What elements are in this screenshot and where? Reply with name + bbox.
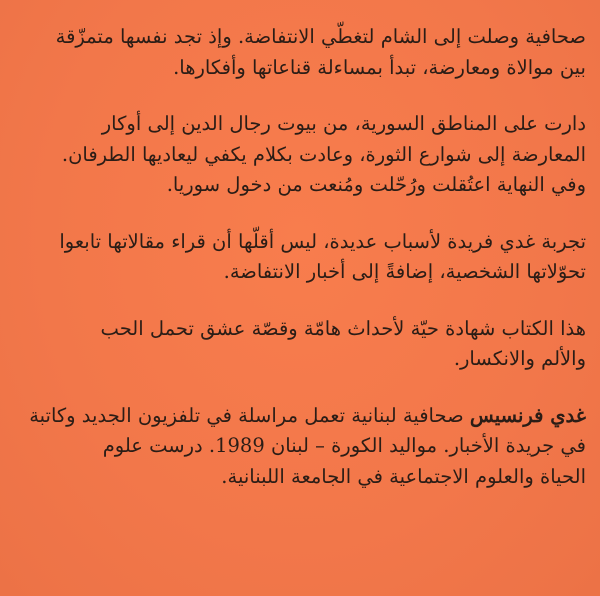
synopsis-paragraph (20, 109, 586, 201)
synopsis-paragraph (20, 314, 586, 375)
author-bio-text: صحافية لبنانية تعمل مراسلة في تلفزيون الجديد وكاتبة (29, 403, 464, 427)
author-name: غدي فرنسيس (469, 403, 586, 427)
text-line: في جريدة الأخبار. مواليد الكورة – لبنان 1989. درست علوم (102, 434, 586, 457)
text-line: والألم والانكسار. (453, 347, 586, 370)
text-line: بين موالاة ومعارضة، تبدأ بمساءلة قناعاتها وأفكارها. (173, 55, 586, 79)
text-line: هذا الكتاب شهادة حيّة لأحداث هامّة وقصّة عشق تحمل الحب (100, 316, 586, 340)
text-line: صحافية وصلت إلى الشام لتغطّي الانتفاضة. وإذ تجد نفسها متمزّقة (55, 25, 586, 48)
text-line (20, 401, 586, 432)
author-bio-paragraph (20, 401, 586, 493)
text-line: المعارضة إلى شوارع الثورة، وعادت بكلام يكفي ليعاديها الطرفان. (61, 142, 586, 166)
text-line: وفي النهاية اعتُقلت ورُحّلت ومُنعت من دخول سوريا. (166, 173, 586, 196)
text-line: تجربة غدي فريدة لأسباب عديدة، ليس أقلّها أن قراء مقالاتها تابعوا (59, 229, 586, 253)
synopsis-paragraph (20, 22, 586, 83)
text-line: الحياة والعلوم الاجتماعية في الجامعة اللبنانية. (221, 464, 586, 488)
text-line: دارت على المناطق السورية، من بيوت رجال الدين إلى أوكار (101, 112, 586, 135)
text-line: تحوّلاتها الشخصية، إضافةً إلى أخبار الانتفاضة. (223, 260, 586, 283)
synopsis-paragraph (20, 227, 586, 288)
